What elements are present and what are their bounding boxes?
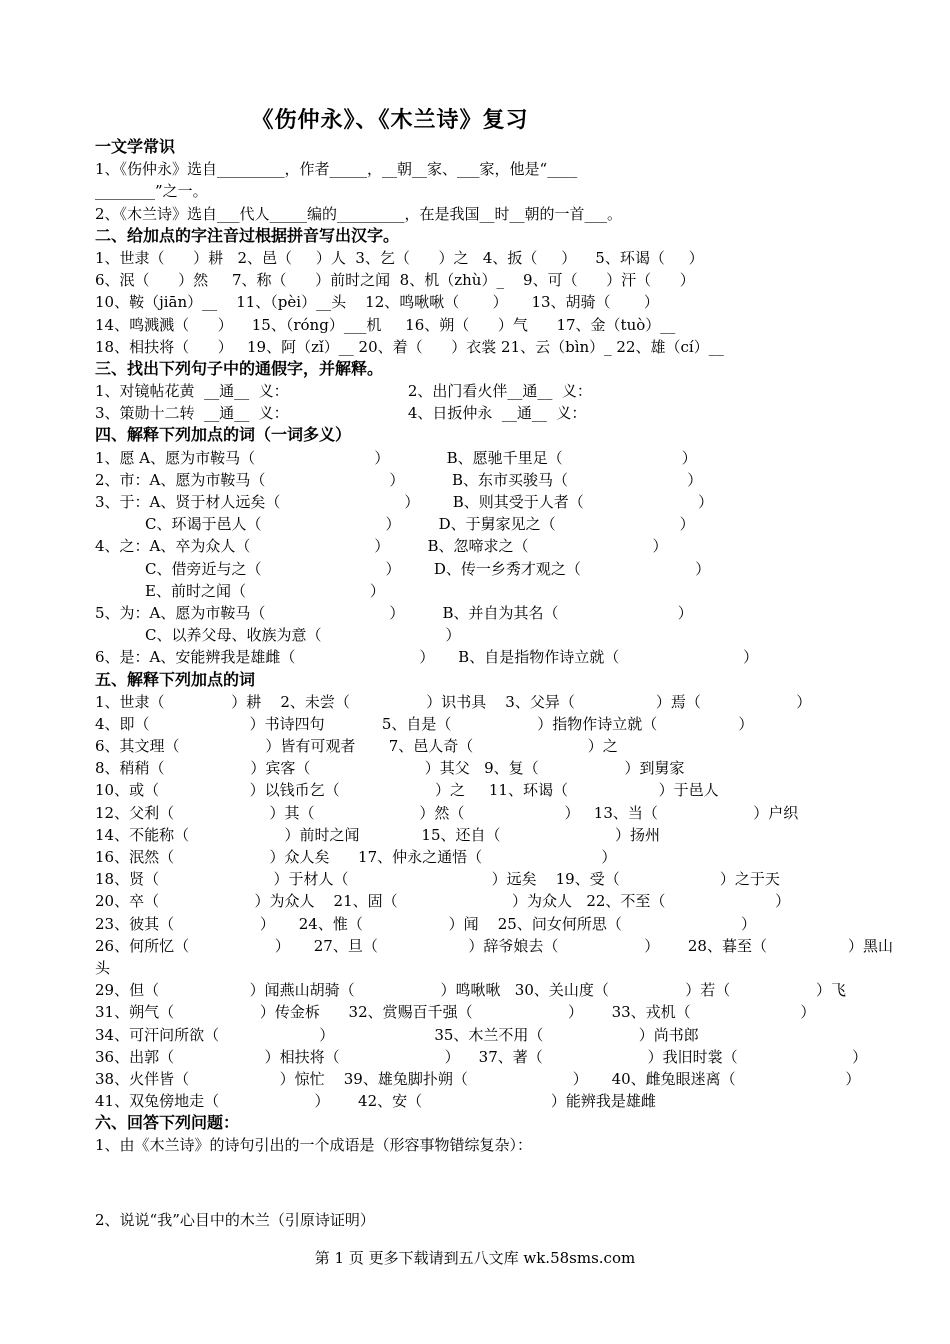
answer-space	[95, 1157, 875, 1209]
question-line: 6、泯（ ）然 7、称（ ）前时之闻 8、机（zhù）_ 9、可（ ）汗（ ）	[95, 271, 695, 290]
page-footer: 第 1 页 更多下载请到五八文库 wk.58sms.com	[314, 1249, 636, 1267]
question-line: C、以养父母、收族为意（ ）	[145, 626, 461, 645]
question-line: 26、何所忆（ ） 27、旦（ ）辞爷娘去（ ） 28、暮至（ ）黑山	[95, 936, 894, 955]
question-line: 2、《木兰诗》选自___代人_____编的_________，在是我国__时__朝的一首___。	[95, 204, 623, 223]
question-line: 34、可汗问所欲（ ） 35、木兰不用（ ）尚书郎	[95, 1025, 699, 1044]
section-heading: 三、找出下列句子中的通假字，并解释。	[95, 358, 384, 378]
question-line: 3、于：A、贤于材人远矣（ ） B、则其受于人者（ ）	[95, 493, 714, 511]
question-line: 1、世隶（ ）耕 2、邑（ ）人 3、乞（ ）之 4、扳（ ） 5、环谒（ ）	[95, 248, 704, 267]
question-line: E、前时之闻（ ）	[145, 581, 385, 600]
question-line: 2、说说“我”心目中的木兰（引原诗证明）	[95, 1210, 375, 1229]
section-heading: 四、解释下列加点的词（一词多义）	[95, 425, 352, 445]
question-line: 41、双兔傍地走（ ） 42、安（ ）能辨我是雄雌	[95, 1092, 656, 1111]
question-line: 18、相扶将（ ） 19、阿（zǐ）__ 20、着（ ）衣裳 21、云（bìn）_ 22、雄（cí）__	[95, 337, 724, 356]
question-line: 1、由《木兰诗》的诗句引出的一个成语是（形容事物错综复杂）：	[95, 1136, 533, 1155]
question-line: C、环谒于邑人（ ） D、于舅家见之（ ）	[145, 515, 695, 534]
question-line: 1、愿 A、愿为市鞍马（ ） B、愿驰千里足（ ）	[95, 448, 697, 467]
question-line: 16、泯然（ ）众人矣 17、仲永之通悟（ ）	[95, 848, 617, 866]
question-line: 2、市：A、愿为市鞍马（ ） B、东市买骏马（ ）	[95, 470, 703, 489]
question-line: 36、出郭（ ）相扶将（ ） 37、著（ ）我旧时裳（ ）	[95, 1047, 868, 1066]
question-line: 23、彼其（ ） 24、惟（ ）闻 25、问女何所思（ ）	[95, 914, 757, 933]
section-heading: 五、解释下列加点的词	[95, 669, 256, 689]
question-line: 10、鞍（jiān）__ 11、（pèi）__头 12、鸣啾啾（ ） 13、胡骑（ ）	[95, 293, 659, 312]
question-line: 1、《伤仲永》选自_________，作者_____，__朝__家、___家，他是“____	[95, 160, 578, 179]
question-line: 1、世隶（ ）耕 2、未尝（ ）识书具 3、父异（ ）焉（ ）	[95, 692, 812, 711]
section-heading: 一文学常识	[95, 137, 176, 156]
question-line: ________”之一。	[95, 182, 208, 201]
question-line: 12、父利（ ）其（ ）然（ ） 13、当（ ）户织	[95, 803, 799, 822]
question-line: 3、策勋十二转 __通__ 义： 4、日扳仲永 __通__ 义：	[95, 404, 587, 423]
question-line: 4、之：A、卒为众人（ ） B、忽啼求之（ ）	[95, 537, 668, 556]
question-line: 31、朔气（ ）传金柝 32、赏赐百千强（ ） 33、戎机（ ）	[95, 1003, 816, 1022]
question-line: 5、为：A、愿为市鞍马（ ） B、并自为其名（ ）	[95, 603, 693, 622]
section-heading: 六、回答下列问题：	[95, 1113, 240, 1133]
question-line: 10、或（ ）以钱币乞（ ）之 11、环谒（ ）于邑人	[95, 781, 719, 800]
question-line: 1、对镜帖花黄 __通__ 义： 2、出门看火伴__通__ 义：	[95, 382, 592, 401]
question-line: 20、卒（ ）为众人 21、固（ ）为众人 22、不至（ ）	[95, 892, 791, 911]
review-content	[95, 136, 894, 1231]
section-heading: 二、给加点的字注音过根据拼音写出汉字。	[95, 225, 400, 245]
question-line: C、借旁近与之（ ） D、传一乡秀才观之（ ）	[145, 559, 711, 578]
question-line: 4、即（ ）书诗四句 5、自是（ ）指物作诗立就（ ）	[95, 714, 754, 733]
question-line: 6、是：A、安能辨我是雄雌（ ） B、自是指物作诗立就（ ）	[95, 648, 759, 667]
page-title: 《伤仲永》、《木兰诗》复习	[251, 107, 529, 133]
question-line: 18、贤（ ）于材人（ ）远矣 19、受（ ）之于天	[95, 870, 780, 889]
question-line: 头	[95, 958, 111, 977]
question-line: 14、鸣溅溅（ ） 15、（róng）___机 16、朔（ ）气 17、金（tuò）__	[95, 315, 676, 334]
question-line: 29、但（ ）闻燕山胡骑（ ）鸣啾啾 30、关山度（ ）若（ ）飞	[95, 981, 847, 1000]
question-line: 14、不能称（ ）前时之闻 15、还自（ ）扬州	[95, 825, 660, 844]
question-line: 38、火伴皆（ ）惊忙 39、雄兔脚扑朔（ ） 40、雌兔眼迷离（ ）	[95, 1069, 861, 1088]
question-line: 6、其文理（ ）皆有可观者 7、邑人奇（ ）之	[95, 737, 618, 756]
question-line: 8、稍稍（ ）宾客（ ）其父 9、复（ ）到舅家	[95, 759, 685, 778]
